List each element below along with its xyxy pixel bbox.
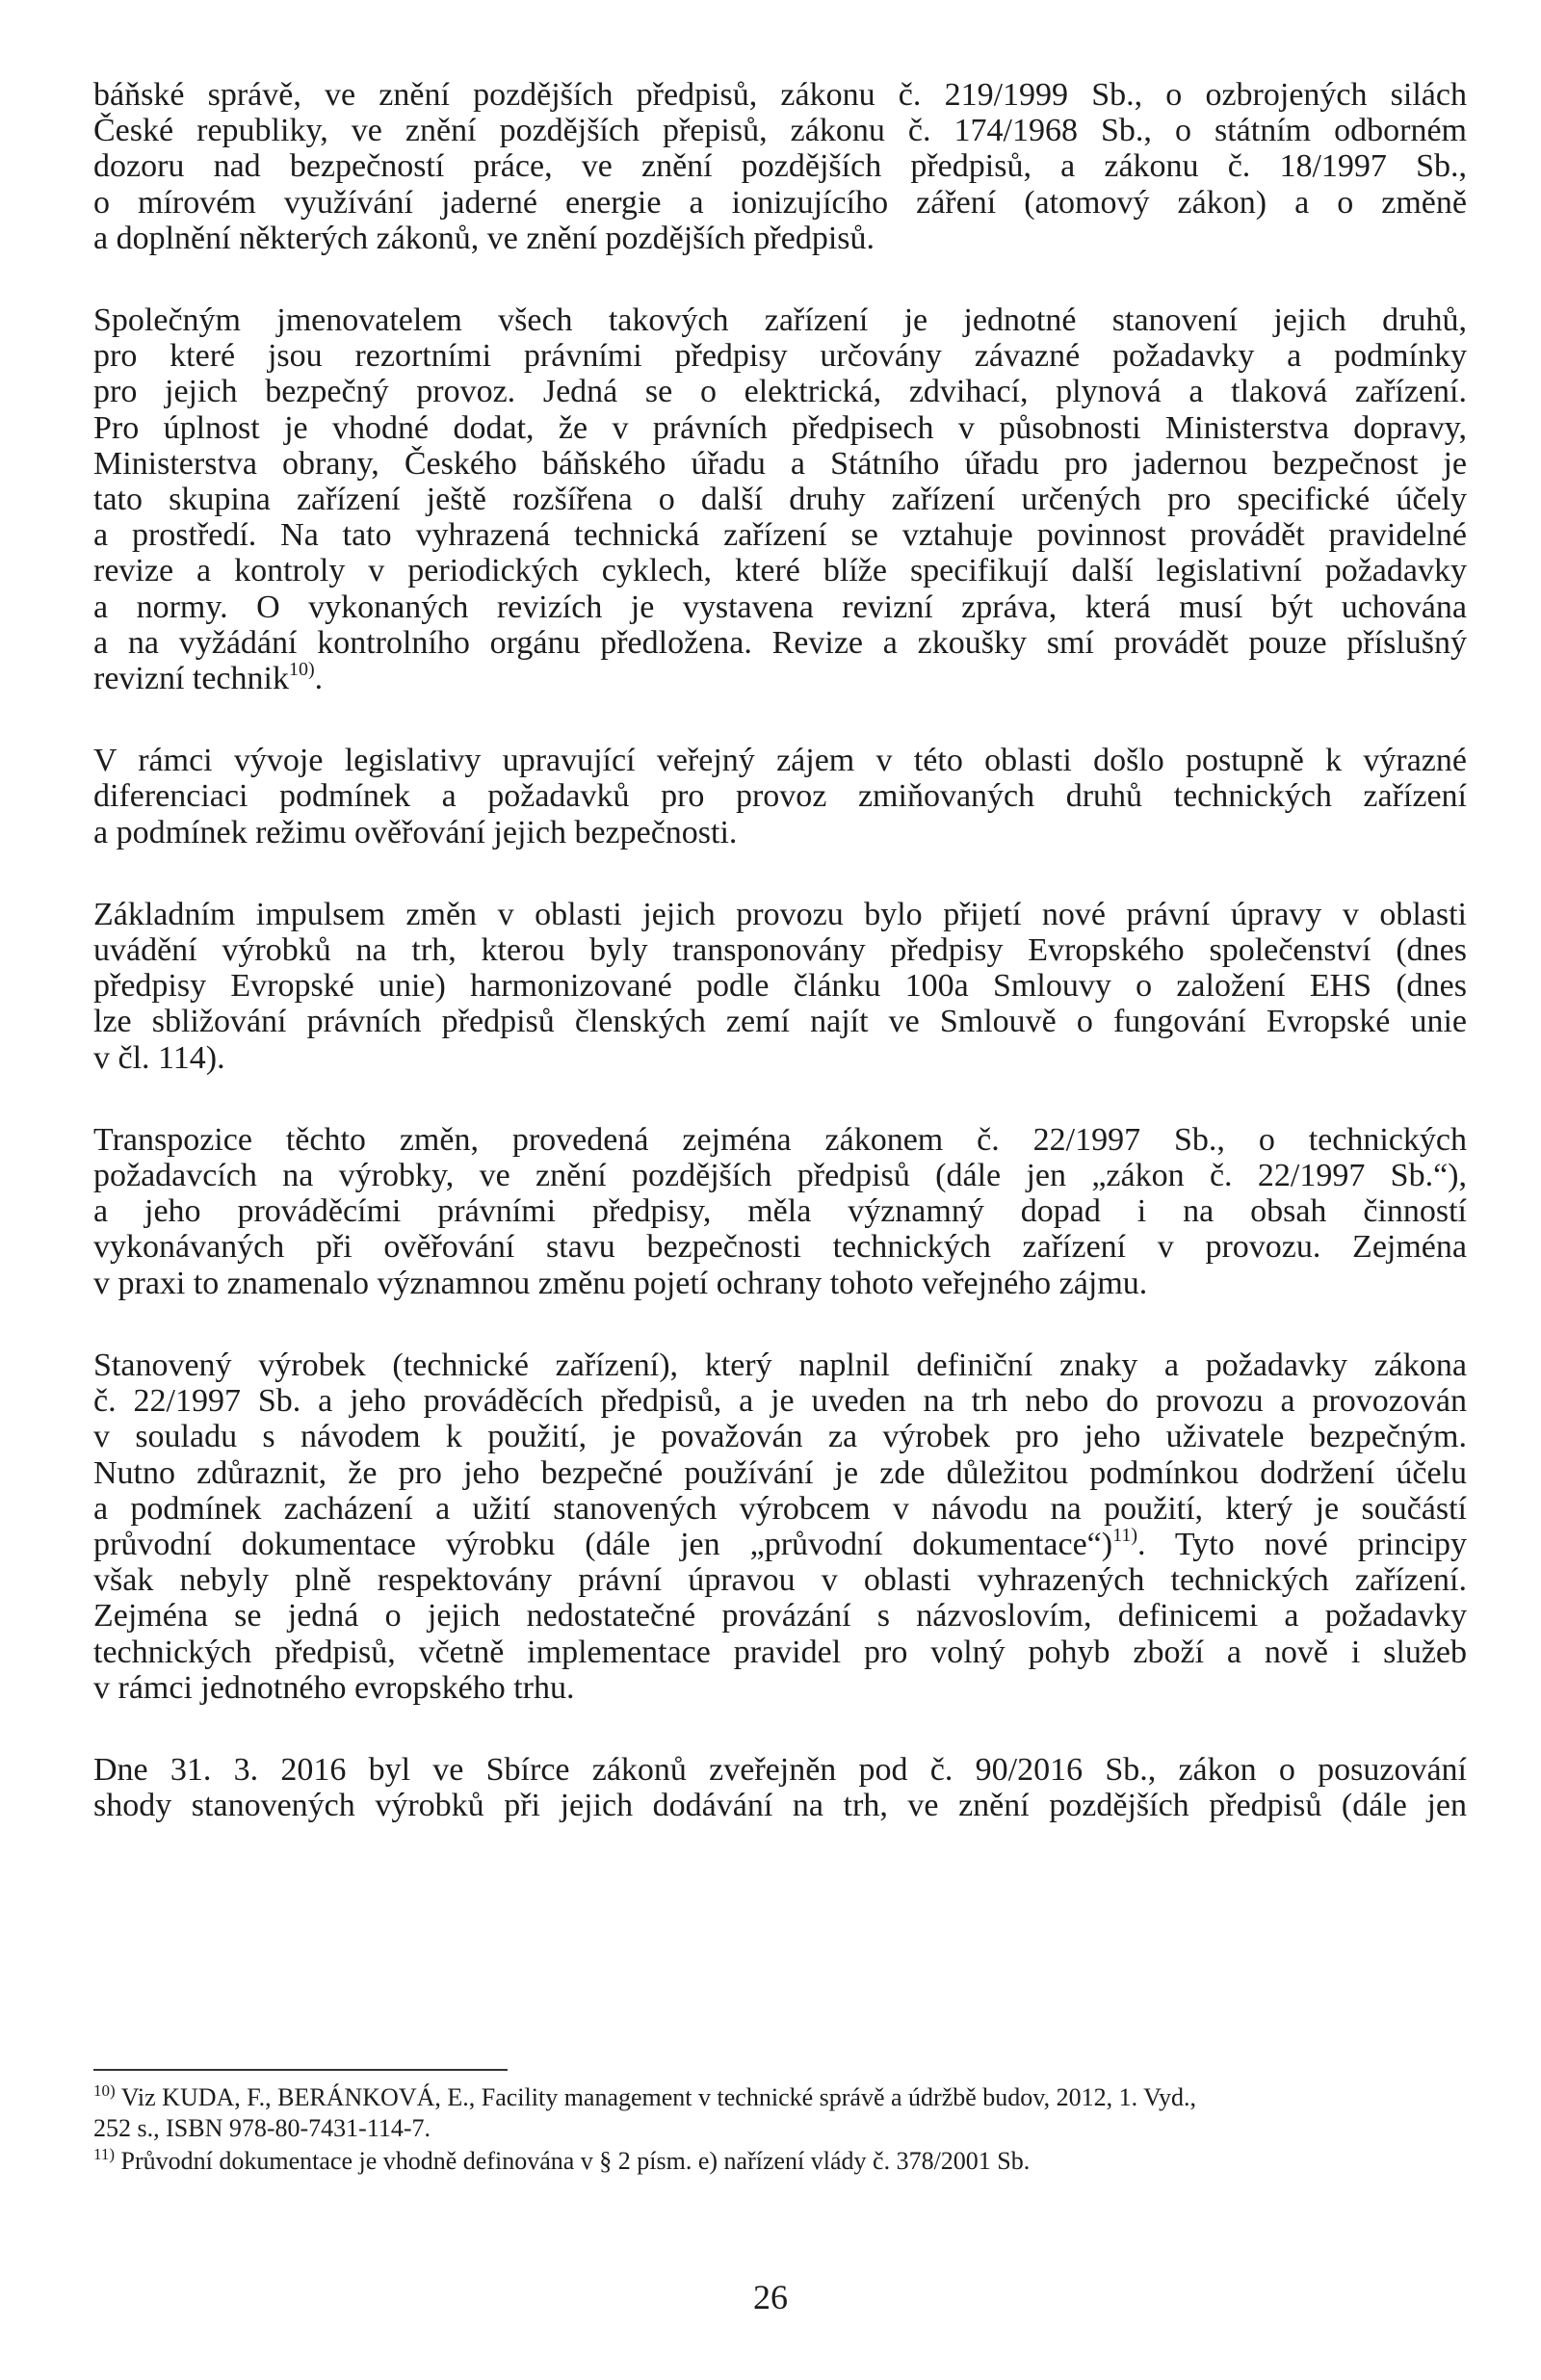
paragraph-5	[93, 1122, 1467, 1301]
page-body	[93, 77, 1467, 1870]
text-line: diferenciaci podmínek a požadavků pro provoz zmiňovaných druhů technických zařízení	[93, 778, 1467, 815]
text-line: pro které jsou rezortními právními předpisy určovány závazné požadavky a podmínky	[93, 338, 1467, 375]
text-segment: revizní technik	[93, 661, 289, 697]
footnote-text: Viz KUDA, F., BERÁNKOVÁ, E., Facility management v technické správě a údržbě budov, 2012, 1. Vyd.,	[115, 2083, 1197, 2111]
text-line: a na vyžádání kontrolního orgánu předložena. Revize a zkoušky smí provádět pouze příslušný	[93, 624, 1467, 661]
paragraph-3	[93, 743, 1467, 850]
text-line: předpisy Evropské unie) harmonizované podle článku 100a Smlouvy o založení EHS (dnes	[93, 968, 1467, 1005]
text-line: Stanovený výrobek (technické zařízení), který naplnil definiční znaky a požadavky zákona	[93, 1347, 1467, 1383]
text-segment: průvodní dokumentace výrobku (dále jen „průvodní dokumentace“)	[93, 1526, 1113, 1562]
text-segment: . Tyto nové principy	[1137, 1526, 1467, 1562]
footnote-reference: 11)	[1112, 1526, 1138, 1546]
footnote-line: 252 s., ISBN 978-80-7431-114-7.	[93, 2114, 431, 2142]
text-line: č. 22/1997 Sb. a jeho prováděcích předpisů, a je uveden na trh nebo do provozu a provozován	[93, 1383, 1467, 1420]
text-line: lze sbližování právních předpisů členských zemí najít ve Smlouvě o fungování Evropské unie	[93, 1004, 1467, 1040]
text-line: požadavcích na výrobky, ve znění pozdějších předpisů (dále jen „zákon č. 22/1997 Sb.“),	[93, 1158, 1467, 1194]
text-line: a jeho prováděcími právními předpisy, měla významný dopad i na obsah činností	[93, 1193, 1467, 1230]
text-line: Transpozice těchto změn, provedená zejména zákonem č. 22/1997 Sb., o technických	[93, 1121, 1467, 1158]
text-line: a doplnění některých zákonů, ve znění pozdějších předpisů.	[93, 220, 875, 256]
text-line: shody stanovených výrobků při jejich dodávání na trh, ve znění pozdějších předpisů (dále jen	[93, 1788, 1467, 1824]
text-line: Ministerstva obrany, Českého báňského úřadu a Státního úřadu pro jadernou bezpečnost je	[93, 445, 1467, 482]
text-line: Zejména se jedná o jejich nedostatečné provázání s názvoslovím, definicemi a požadavky	[93, 1598, 1467, 1635]
text-line: Základním impulsem změn v oblasti jejich provozu bylo přijetí nové právní úpravy v oblasti	[93, 896, 1467, 932]
text-line: uvádění výrobků na trh, kterou byly transponovány předpisy Evropského společenství (dnes	[93, 932, 1467, 969]
footnote-11	[93, 2146, 1467, 2177]
paragraph-7	[93, 1752, 1467, 1823]
text-segment: .	[314, 661, 324, 697]
page-number: 26	[753, 2278, 788, 2316]
text-line: v rámci jednotného evropského trhu.	[93, 1669, 575, 1706]
text-line: vykonávaných při ověřování stavu bezpečnosti technických zařízení v provozu. Zejména	[93, 1229, 1467, 1266]
text-line: Pro úplnost je vhodné dodat, že v právních předpisech v působnosti Ministerstva dopravy,	[93, 409, 1467, 446]
text-line: dozoru nad bezpečností práce, ve znění pozdějších předpisů, a zákonu č. 18/1997 Sb.,	[93, 148, 1467, 185]
text-line	[93, 661, 1467, 696]
paragraph-4	[93, 897, 1467, 1076]
footnote-reference: 10)	[288, 661, 315, 681]
text-line: Dne 31. 3. 2016 byl ve Sbírce zákonů zveřejněn pod č. 90/2016 Sb., zákon o posuzování	[93, 1751, 1467, 1788]
text-line: o mírovém využívání jaderné energie a ionizujícího záření (atomový zákon) a o změně	[93, 184, 1467, 221]
text-line: v souladu s návodem k použití, je považován za výrobek pro jeho uživatele bezpečným.	[93, 1419, 1467, 1455]
footnote-line	[93, 2082, 1467, 2113]
footnote-text: Průvodní dokumentace je vhodně definována v § 2 písm. e) nařízení vlády č. 378/2001 Sb.	[115, 2147, 1031, 2175]
footnote-separator	[93, 2069, 508, 2071]
paragraph-2	[93, 302, 1467, 696]
text-line: a normy. O vykonaných revizích je vystavena revizní zpráva, která musí být uchována	[93, 588, 1467, 625]
footnote-mark: 10)	[93, 2081, 116, 2100]
footnote-mark: 11)	[93, 2145, 116, 2163]
text-line: V rámci vývoje legislativy upravující veřejný zájem v této oblasti došlo postupně k výrazné	[93, 743, 1467, 779]
text-line: v čl. 114).	[93, 1039, 225, 1076]
text-line: v praxi to znamenalo významnou změnu pojetí ochrany tohoto veřejného zájmu.	[93, 1265, 1148, 1301]
text-line	[93, 1527, 1467, 1562]
text-line: revize a kontroly v periodických cyklech, které blíže specifikují další legislativní požadavky	[93, 553, 1467, 589]
paragraph-6	[93, 1347, 1467, 1706]
text-line: báňské správě, ve znění pozdějších předpisů, zákonu č. 219/1999 Sb., o ozbrojených silách	[93, 77, 1467, 113]
text-line: Nutno zdůraznit, že pro jeho bezpečné používání je zde důležitou podmínkou dodržení účelu	[93, 1454, 1467, 1491]
text-line: pro jejich bezpečný provoz. Jedná se o elektrická, zdvihací, plynová a tlaková zařízení.	[93, 374, 1467, 410]
text-line: a podmínek režimu ověřování jejich bezpečnosti.	[93, 814, 738, 850]
text-line: a podmínek zacházení a užití stanovených výrobcem v návodu na použití, který je součástí	[93, 1490, 1467, 1527]
text-line: tato skupina zařízení ještě rozšířena o další druhy zařízení určených pro specifické účely	[93, 482, 1467, 518]
text-line: České republiky, ve znění pozdějších přepisů, zákonu č. 174/1968 Sb., o státním odborném	[93, 113, 1467, 149]
paragraph-1	[93, 77, 1467, 256]
footnote-10	[93, 2082, 1467, 2144]
footnotes	[93, 2082, 1467, 2179]
footnote-line	[93, 2146, 1467, 2177]
text-line: technických předpisů, včetně implementace pravidel pro volný pohyb zboží a nově i služeb	[93, 1634, 1467, 1670]
text-line: však nebyly plně respektovány právní úpravou v oblasti vyhrazených technických zařízení.	[93, 1562, 1467, 1599]
text-line: a prostředí. Na tato vyhrazená technická zařízení se vztahuje povinnost provádět pravidelné	[93, 517, 1467, 554]
text-line: Společným jmenovatelem všech takových zařízení je jednotné stanovení jejich druhů,	[93, 302, 1467, 339]
